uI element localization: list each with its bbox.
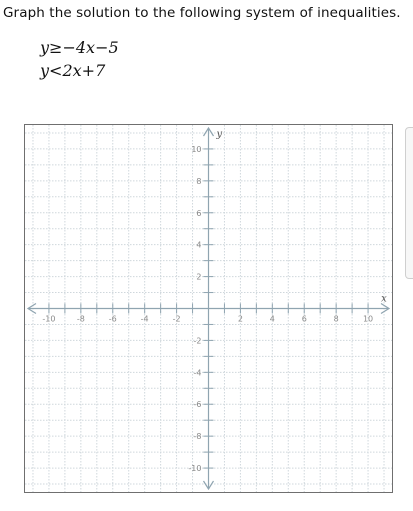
- x-tick-label: -8: [76, 314, 85, 324]
- y-tick-label: 6: [196, 208, 202, 218]
- y-tick-label: -8: [193, 432, 202, 442]
- y-tick-label: -6: [193, 400, 202, 410]
- graph-tool-panel[interactable]: [405, 127, 413, 279]
- y-axis-label: y: [216, 129, 223, 140]
- x-tick-label: 4: [269, 314, 275, 324]
- inequality-2-lhs: y: [40, 61, 50, 80]
- y-tick-label: 8: [196, 176, 202, 186]
- question-prompt: Graph the solution to the following system of inequalities.: [3, 5, 401, 21]
- inequality-1-lhs: y: [40, 38, 50, 57]
- x-tick-label: 6: [301, 314, 307, 324]
- inequality-1-operator: ≥: [49, 38, 63, 57]
- y-tick-label: 2: [196, 272, 202, 282]
- x-axis-label: x: [381, 293, 387, 305]
- x-tick-label: 8: [333, 314, 339, 324]
- inequality-2-rhs: 2x+7: [62, 61, 106, 80]
- x-tick-label: -4: [140, 314, 149, 324]
- graphing-area[interactable]: [24, 124, 393, 493]
- y-tick-label: -4: [193, 368, 202, 378]
- inequality-1-rhs: −4x−5: [62, 38, 119, 57]
- coordinate-plane[interactable]: [25, 125, 392, 492]
- inequality-2-operator: <: [49, 61, 63, 80]
- y-tick-label: 4: [196, 240, 202, 250]
- x-tick-label: -10: [42, 314, 56, 324]
- x-tick-label: -6: [108, 314, 117, 324]
- y-tick-label: -2: [193, 336, 202, 346]
- x-tick-label: 2: [237, 314, 243, 324]
- y-tick-label: 10: [191, 144, 202, 154]
- x-tick-label: 10: [362, 314, 374, 324]
- y-tick-label: -10: [188, 464, 202, 474]
- x-tick-label: -2: [172, 314, 181, 324]
- inequality-2: [40, 61, 105, 80]
- inequality-1: [40, 38, 119, 57]
